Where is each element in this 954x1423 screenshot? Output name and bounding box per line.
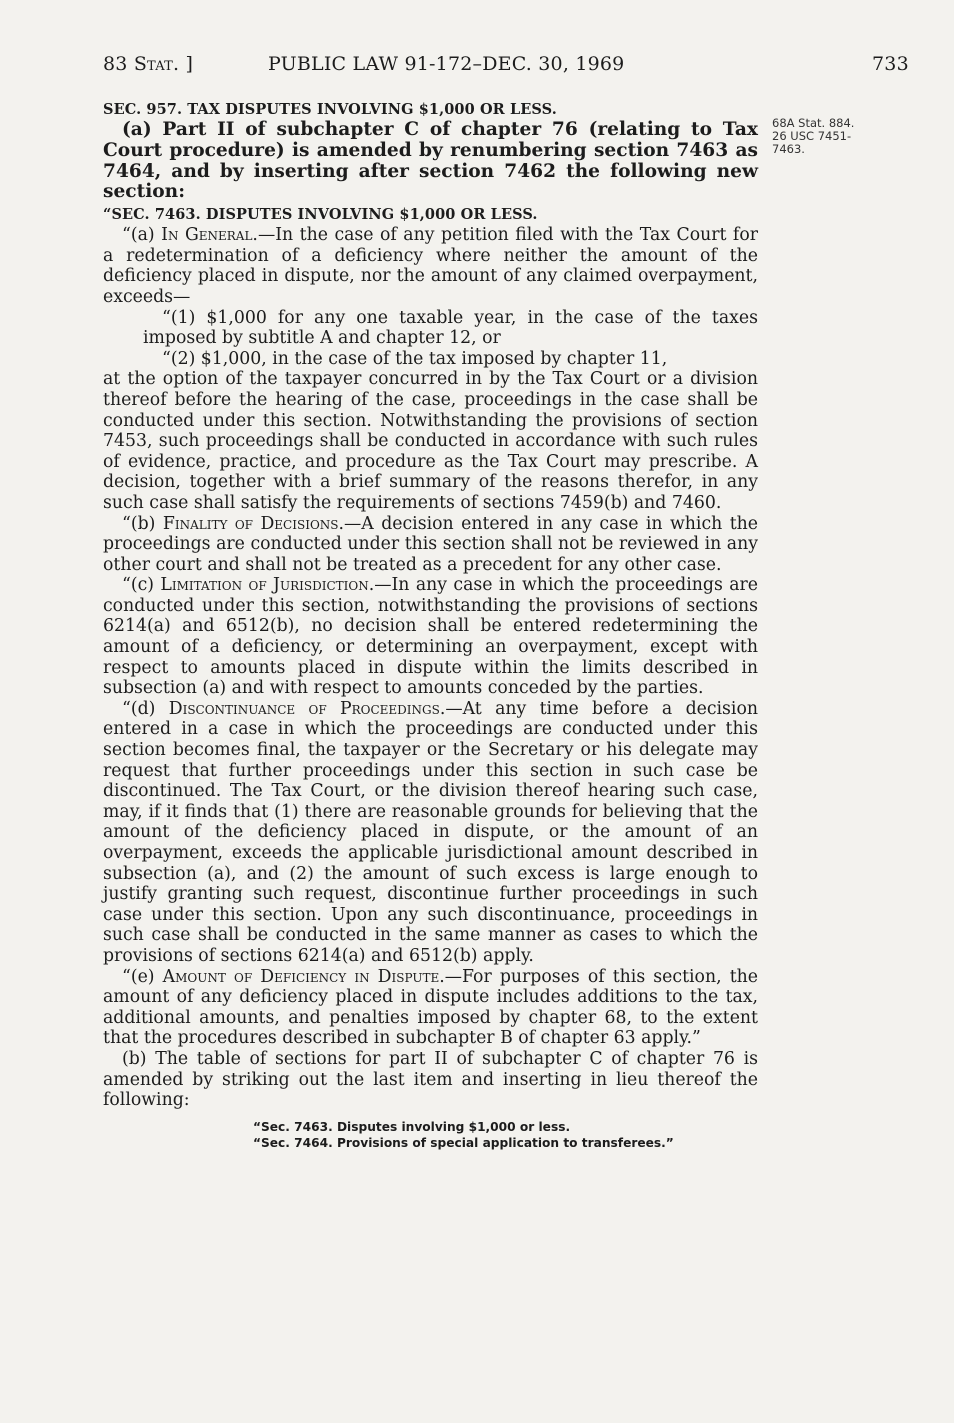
page-number: 733 [872, 53, 909, 75]
subsection-d: “(d) Discontinuance of Proceedings.—At any time before a decision entered in a case in which the proceedings are conducted under this section becomes final, the taxpayer or the Secretary or his delegate may request that further proceedings under this section in such case be discontinued. The Tax Court, or the division thereof hearing such case, may, if it finds that (1) there are reasonable grounds for believing that the amount of the deficiency placed in dispute, or the amount of an overpayment, exceeds the applicable jurisdictional amount described in subsection (a), and (2) the amount of such excess is large enough to justify granting such request, discontinue further proceedings in such case under this section. Upon any such discontinuance, proceedings in such case shall be conducted in the same manner as cases to which the provisions of sections 6214(a) and 6512(b) apply. [103, 698, 758, 966]
paragraph-a: (a) Part II of subchapter C of chapter 76 (relating to Tax Court procedure) is amended by renumbering section 7463 as 7464, and by inserting after section 7462 the following new section: [103, 119, 758, 203]
volume-citation: 83 Stat. ] [103, 53, 194, 75]
section-heading: SEC. 957. TAX DISPUTES INVOLVING $1,000 OR LESS. [103, 101, 557, 118]
subsection-c: “(c) Limitation of Jurisdiction.—In any case in which the proceedings are conducted under this section, notwithstanding the provisions of sections 6214(a) and 6512(b), no decision shall be entered redetermining the amount of a deficiency, or determining an overpayment, except with respect to amounts placed in dispute within the limits described in subsection (a) and with respect to amounts conceded by the parties. [103, 575, 758, 699]
subsection-a-item-2: “(2) $1,000, in the case of the tax imposed by chapter 11, [162, 348, 668, 369]
running-header: PUBLIC LAW 91-172–DEC. 30, 1969 [268, 53, 625, 75]
subsection-a: “(a) In General.—In the case of any petition filed with the Tax Court for a redetermination of a deficiency where neither the amount of the deficiency placed in dispute, nor the amount of any claimed overpayment, exceeds— [103, 225, 758, 307]
paragraph-b: (b) The table of sections for part II of subchapter C of chapter 76 is amended by striking out the last item and inserting in lieu thereof the following: [103, 1048, 758, 1111]
toc-entry: “Sec. 7463. Disputes involving $1,000 or less. [253, 1119, 571, 1134]
subsection-a-continuation: at the option of the taxpayer concurred in by the Tax Court or a division thereof before the hearing of the case, proceedings in the case shall be conducted under this section. Notwithstanding the provisions of section 7453, such proceedings shall be conducted in accordance with such rules of evidence, practice, and procedure as the Tax Court may prescribe. A decision, together with a brief summary of the reasons therefor, in any such case shall satisfy the requirements of sections 7459(b) and 7460. [103, 369, 758, 513]
subsection-e: “(e) Amount of Deficiency in Dispute.—For purposes of this section, the amount of any deficiency placed in dispute includes additions to the tax, additional amounts, and penalties imposed by chapter 68, to the extent that the procedures described in subchapter B of chapter 63 apply.” [103, 966, 758, 1049]
margin-citation: 68A Stat. 884. 26 USC 7451- 7463. [772, 116, 855, 156]
subsection-a-item-1: “(1) $1,000 for any one taxable year, in the case of the taxes imposed by subtitle A and chapter 12, or [143, 307, 758, 349]
statute-body [103, 100, 758, 1151]
subsection-b: “(b) Finality of Decisions.—A decision entered in any case in which the proceedings are conducted under this section shall not be reviewed in any other court and shall not be treated as a precedent for any other case. [103, 513, 759, 575]
table-of-sections [253, 1119, 758, 1151]
toc-entry: “Sec. 7464. Provisions of special application to transferees.” [253, 1135, 674, 1150]
new-section-heading: “SEC. 7463. DISPUTES INVOLVING $1,000 OR LESS. [103, 206, 538, 224]
